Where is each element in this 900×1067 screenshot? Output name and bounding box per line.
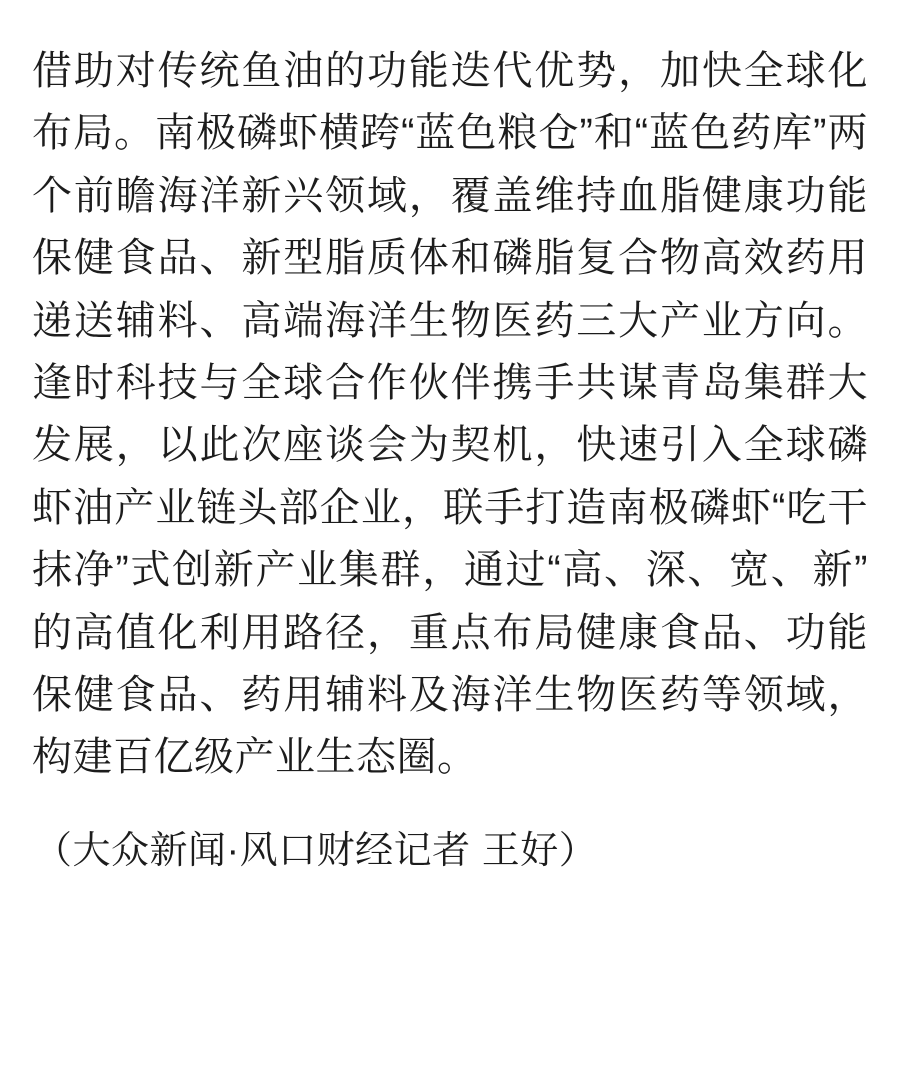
article-byline: （大众新闻·风口财经记者 王好） [34, 829, 598, 872]
article-paragraph: 借助对传统鱼油的功能迭代优势，加快全球化布局。南极磷虾横跨“蓝色粮仓”和“蓝色药库”两个前瞻海洋新兴领域，覆盖维持血脂健康功能保健食品、新型脂质体和磷脂复合物高效药用递送辅料、高端海洋生物医药三大产业方向。逢时科技与全球合作伙伴携手共谋青岛集群大发展，以此次座谈会为契机，快速引入全球磷虾油产业链头部企业，联手打造南极磷虾“吃干抹净”式创新产业集群，通过“高、深、宽、新”的高值化利用路径，重点布局健康食品、功能保健食品、药用辅料及海洋生物医药等领域，构建百亿级产业生态圈。 [32, 49, 868, 780]
article-body [32, 40, 868, 880]
